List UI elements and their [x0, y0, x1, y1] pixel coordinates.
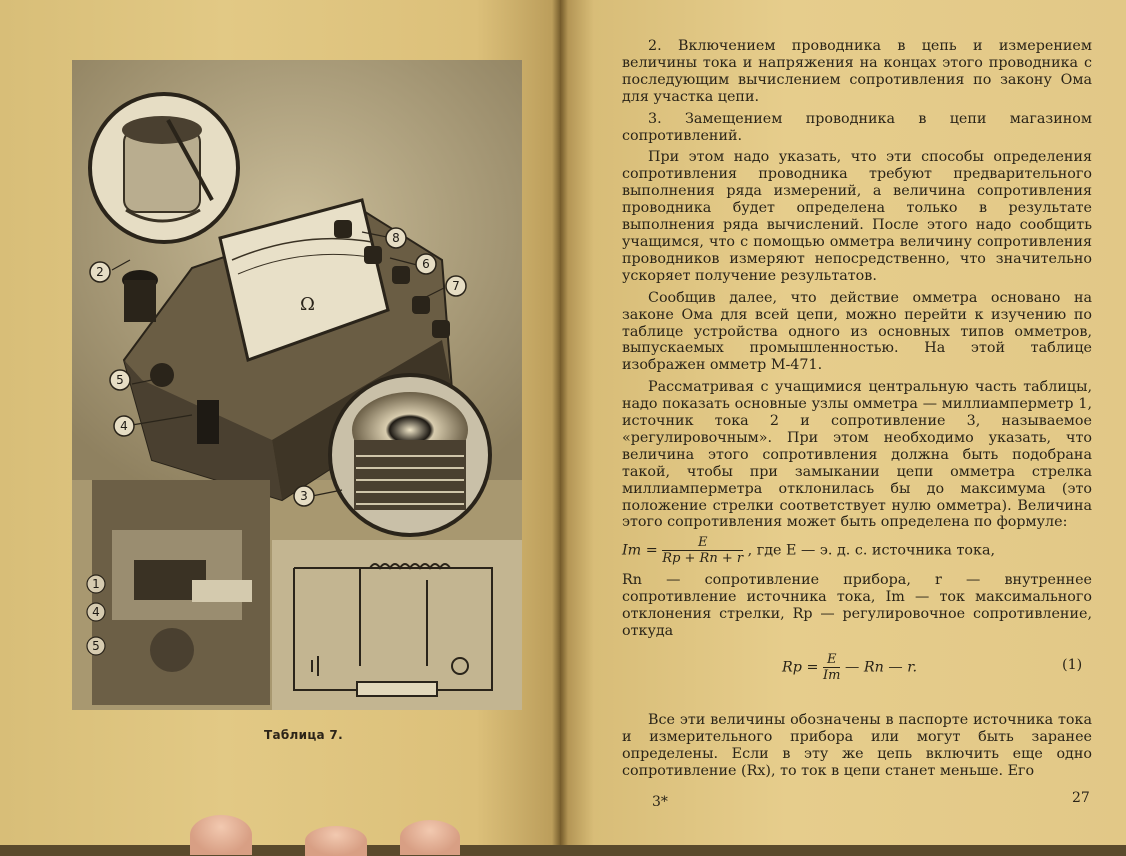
- ohmmeter-photo: [72, 60, 522, 710]
- svg-text:Ω: Ω: [300, 294, 315, 315]
- formula2-denominator: Im: [823, 668, 841, 683]
- explanation-block: [622, 572, 1092, 645]
- formula-resistance: [782, 652, 917, 683]
- formula2-lhs: Rp =: [782, 659, 819, 676]
- signature-mark: 3*: [652, 794, 668, 810]
- formula2-numerator: E: [823, 652, 840, 668]
- formula1-numerator: E: [662, 535, 743, 551]
- paragraph-explanation: Rn — сопротивление прибора, r — внутреннее сопротивление источника тока, Im — ток максимального отклонения стрелки, Rp — регулировочное сопротивление, откуда: [622, 572, 1092, 639]
- formula-number: (1): [1062, 657, 1083, 673]
- right-page-body: [622, 38, 1092, 536]
- thumb-fingertip: [190, 815, 252, 855]
- photo-label-5: 5: [116, 373, 124, 387]
- formula1-fraction: [662, 535, 743, 566]
- left-page: [0, 0, 560, 845]
- formula-current: [622, 535, 1092, 566]
- plate-caption: Таблица 7.: [264, 728, 343, 742]
- photo-label-4: 4: [120, 419, 128, 433]
- fingertip-2: [400, 820, 460, 855]
- fingertip: [305, 826, 367, 856]
- closing-block: [622, 712, 1092, 785]
- page-number: 27: [1072, 790, 1090, 806]
- photo-label-2: 2: [96, 265, 104, 279]
- paragraph-measurement-note: При этом надо указать, что эти способы определения сопротивления проводника требуют предварительного выполнения ряда измерений, а величина сопротивления проводника будет определена только в результате выполнения ряда вычислений. После этого надо сообщить учащимся, что с помощью омметра величину сопротивления проводников измеряют непосредственно, что значительно ускоряет получение результатов.: [622, 149, 1092, 284]
- photo-label-7: 7: [452, 279, 460, 293]
- photo-label-3: 3: [300, 489, 308, 503]
- photo-label-5b: 5: [92, 639, 100, 653]
- paragraph-method-3: 3. Замещением проводника в цепи магазином сопротивлений.: [622, 110, 1092, 144]
- formula1-lhs: Im =: [622, 542, 658, 559]
- photo-label-8: 8: [392, 231, 400, 245]
- formula1-tail: , где E — э. д. с. источника тока,: [747, 542, 996, 559]
- paragraph-ohmmeter-parts: Рассматривая с учащимися центральную часть таблицы, надо показать основные узлы омметра — миллиамперметр 1, источник тока 2 и сопротивление 3, называемое «регулировочным». При этом необходимо указать, что величина этого сопротивления должна быть подобрана такой, чтобы при замыкании цепи омметра стрелка миллиамперметра отклонилась бы до максимума (это положение стрелки соответствует нулю омметра). Величина этого сопротивления может быть определена по формуле:: [622, 379, 1092, 531]
- paragraph-ohm-law: Сообщив далее, что действие омметра основано на законе Ома для всей цепи, можно перейти к изучению по таблице устройства одного из основных типов омметров, выпускаемых промышленностью. На этой таблице изображен омметр М-471.: [622, 289, 1092, 374]
- book-gutter: [552, 0, 568, 845]
- photo-label-1: 1: [92, 577, 100, 591]
- photo-label-6: 6: [422, 257, 430, 271]
- formula1-denominator: Rp + Rn + r: [662, 551, 744, 566]
- paragraph-closing: Все эти величины обозначены в паспорте источника тока и измерительного прибора или могут быть заранее определены. Если в эту же цепь включить еще одно сопротивление (Rx), то ток в цепи станет меньше. Его: [622, 712, 1092, 779]
- formula2-fraction: [823, 652, 840, 683]
- ohmmeter-plate-illustration: [72, 60, 522, 710]
- formula2-tail: — Rn — r.: [845, 659, 918, 676]
- paragraph-method-2: 2. Включением проводника в цепь и измерением величины тока и напряжения на концах этого проводника с последующим вычислением сопротивления по закону Ома для участка цепи.: [622, 38, 1092, 105]
- photo-label-4b: 4: [92, 605, 100, 619]
